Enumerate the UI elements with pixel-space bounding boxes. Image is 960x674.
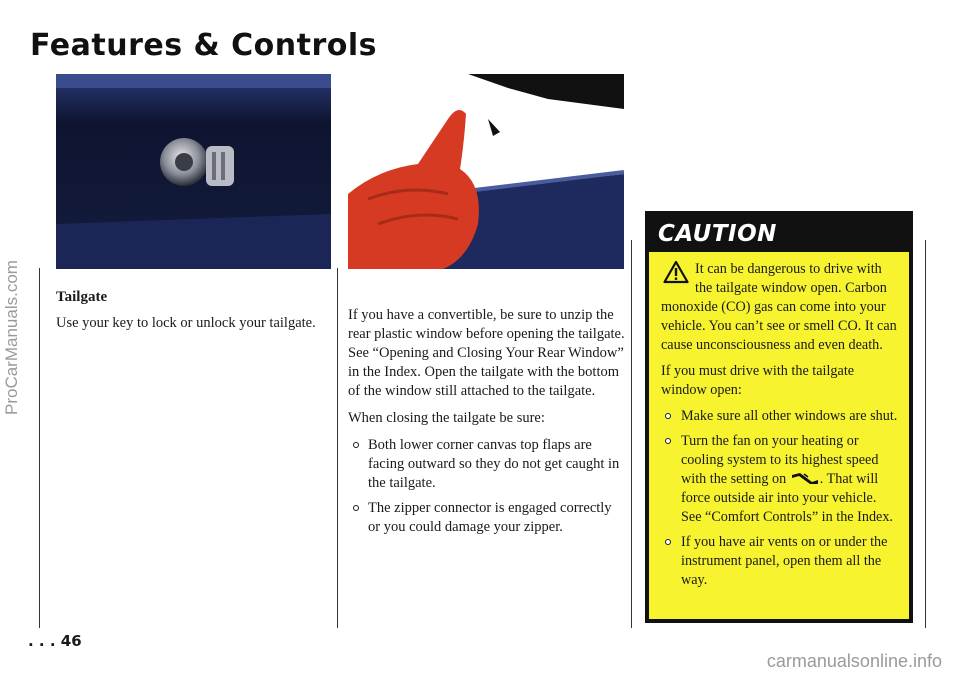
bullet-icon bbox=[665, 413, 671, 419]
left-column bbox=[56, 288, 316, 341]
convertible-paragraph: If you have a convertible, be sure to unzip the rear plastic window before opening the tailgate. See “Opening and Closing Your Rear Window” in the Index. Open the tailgate with the bottom of the window still attached to the tailgate. bbox=[348, 307, 625, 399]
closing-lead-paragraph: When closing the tailgate be sure: bbox=[348, 410, 545, 426]
bullet-icon bbox=[353, 505, 359, 511]
bullet-icon bbox=[665, 539, 671, 545]
caution-intro bbox=[661, 260, 899, 355]
list-item-text: Both lower corner canvas top flaps are facing outward so they do not get caught in the tailgate. bbox=[368, 437, 620, 491]
fan-vent-icon bbox=[790, 472, 820, 485]
page-number-value: 46 bbox=[60, 632, 82, 650]
tailgate-heading: Tailgate bbox=[56, 289, 108, 305]
page-title: Features & Controls bbox=[30, 28, 377, 63]
list-item bbox=[661, 432, 899, 527]
column-rule-right-a bbox=[631, 240, 632, 628]
caution-lead: If you must drive with the tailgate window open: bbox=[661, 363, 855, 398]
column-rule-right-b bbox=[925, 240, 926, 628]
list-item-text: The zipper connector is engaged correctly or you could damage your zipper. bbox=[368, 500, 612, 535]
list-item-text: If you have air vents on or under the instrument panel, open them all the way. bbox=[681, 534, 888, 588]
page-number-dots: . . . bbox=[28, 632, 56, 650]
caution-body bbox=[649, 252, 909, 590]
tailgate-instruction: Use your key to lock or unlock your tailgate. bbox=[56, 315, 316, 331]
caution-header: CAUTION bbox=[648, 214, 910, 252]
list-item bbox=[348, 499, 626, 537]
tailgate-hand-photo bbox=[348, 74, 624, 269]
closing-checklist bbox=[348, 436, 626, 537]
middle-column bbox=[348, 306, 626, 543]
caution-intro-text: It can be dangerous to drive with the tailgate window open. Carbon monoxide (CO) gas can come into your vehicle. You can’t see or smell CO. It can cause unconsciousness and even death. bbox=[661, 261, 897, 353]
column-rule-left bbox=[39, 268, 40, 628]
tailgate-lock-photo bbox=[56, 74, 331, 269]
list-item bbox=[661, 533, 899, 590]
side-watermark bbox=[2, 250, 22, 550]
list-item bbox=[348, 436, 626, 493]
caution-box bbox=[645, 211, 913, 623]
list-item-text: Make sure all other windows are shut. bbox=[681, 408, 898, 424]
caution-list bbox=[661, 407, 899, 590]
list-item-text-after: . That will force outside air into your vehicle. See “Comfort Controls” in the Index. bbox=[681, 471, 893, 525]
bottom-watermark: carmanualsonline.info bbox=[766, 651, 942, 671]
warning-triangle-icon bbox=[663, 260, 689, 284]
page-number bbox=[28, 632, 82, 650]
side-watermark-text: ProCarManuals.com bbox=[2, 260, 21, 415]
list-item-text-before: Turn the fan on your heating or cooling system to its highest speed with the setting on bbox=[681, 433, 879, 487]
list-item bbox=[661, 407, 899, 426]
bullet-icon bbox=[665, 438, 671, 444]
bullet-icon bbox=[353, 442, 359, 448]
column-rule-middle bbox=[337, 268, 338, 628]
